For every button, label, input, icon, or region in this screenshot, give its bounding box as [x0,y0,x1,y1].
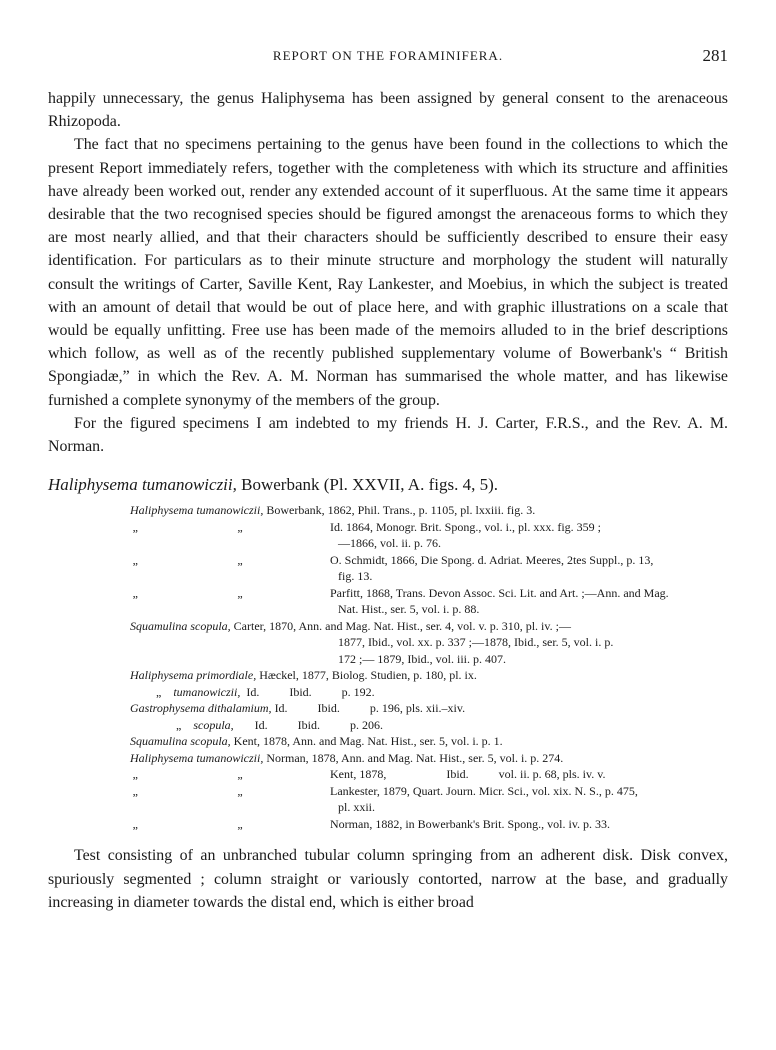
page-header [48,46,728,66]
synonymy-continuation: 1877, Ibid., vol. xx. p. 337 ;—1878, Ibid., ser. 5, vol. i. p. [338,635,614,650]
ditto-mark: „ [237,519,243,534]
ditto-mark: „ [132,783,138,798]
synonymy-entry [48,519,728,536]
citation: Norman, 1882, in Bowerbank's Brit. Spong., vol. iv. p. 33. [330,816,611,831]
citation: Norman, 1878, Ann. and Mag. Nat. Hist., ser. 5, vol. i. p. 274. [263,750,564,765]
ditto-mark: „ [237,552,243,567]
species-heading [48,473,728,496]
synonymy-entry [48,816,728,833]
synonymy-list [48,502,728,832]
taxon-name: Gastrophysema dithalamium, [130,701,272,716]
citation: O. Schmidt, 1866, Die Spong. d. Adriat. Meeres, 2tes Suppl., p. 13, [330,552,654,567]
citation: Hæckel, 1877, Biolog. Studien, p. 180, pl. ix. [256,668,477,683]
synonymy-entry [48,700,728,717]
synonymy-entry [48,717,728,734]
ditto-mark: „ [132,519,138,534]
taxon-name: Squamulina scopula, [130,734,231,749]
synonymy-entry [48,733,728,750]
species-authority: Bowerbank (Pl. XXVII, A. figs. 4, 5). [236,475,498,495]
citation: Id. Ibid. p. 206. [233,717,383,732]
paragraph: For the figured specimens I am indebted to my friends H. J. Carter, F.R.S., and the Rev. A. M. Norman. [48,414,728,456]
synonymy-entry [48,585,728,602]
description-paragraph: Test consisting of an unbranched tubular column springing from an adherent disk. Disk convex, spuriously segmented ; column straight or variously contorted, narrow at the base, and gradually increasing in diameter towards the distal end, which is either broad [48,847,728,911]
synonymy-continuation: fig. 13. [338,569,373,584]
citation: Carter, 1870, Ann. and Mag. Nat. Hist., ser. 4, vol. v. p. 310, pl. iv. ;— [230,618,571,633]
synonymy-entry [48,750,728,767]
running-head: REPORT ON THE FORAMINIFERA. [272,48,504,63]
synonymy-continuation: —1866, vol. ii. p. 76. [338,536,442,551]
citation: Id. Ibid. p. 196, pls. xii.–xiv. [271,701,466,716]
ditto-mark: „ [132,585,138,600]
synonymy-entry [48,667,728,684]
synonymy-entry [48,502,728,519]
taxon-name: tumanowiczii, [173,684,241,699]
synonymy-continuation: 172 ;— 1879, Ibid., vol. iii. p. 407. [338,651,506,666]
citation: Lankester, 1879, Quart. Journ. Micr. Sci., vol. xix. N. S., p. 475, [330,783,638,798]
taxon-name: Haliphysema tumanowiczii, [130,750,264,765]
ditto-mark: „ [176,717,182,732]
body-text [48,87,728,914]
synonymy-entry [48,783,728,800]
ditto-mark: „ [237,585,243,600]
synonymy-continuation: pl. xxii. [338,800,376,815]
synonymy-entry [48,618,728,635]
taxon-name: Squamulina scopula, [130,618,231,633]
citation: Bowerbank, 1862, Phil. Trans., p. 1105, pl. lxxiii. fig. 3. [263,503,536,518]
citation: Id. 1864, Monogr. Brit. Spong., vol. i., pl. xxx. fig. 359 ; [330,519,602,534]
ditto-mark: „ [132,552,138,567]
taxon-name: Haliphysema tumanowiczii, [130,503,264,518]
species-name: Haliphysema tumanowiczii, [48,475,237,495]
citation: Kent, 1878, Ibid. vol. ii. p. 68, pls. iv. v. [330,767,606,782]
synonymy-entry [48,552,728,569]
taxon-name: Haliphysema primordiale, [130,668,257,683]
synonymy-entry [48,766,728,783]
ditto-mark: „ [237,783,243,798]
taxon-name: scopula, [193,717,234,732]
ditto-mark: „ [156,684,162,699]
paragraph: happily unnecessary, the genus Haliphysema has been assigned by general consent to the arenaceous Rhizopoda. [48,90,728,131]
page-number: 281 [702,46,728,65]
citation: Id. Ibid. p. 192. [240,684,375,699]
citation: Parfitt, 1868, Trans. Devon Assoc. Sci. Lit. and Art. ;—Ann. and Mag. [330,585,669,600]
paragraph: The fact that no specimens pertaining to the genus have been found in the collections to which the present Report immediately refers, together with the completeness with which its structure and affinities have already been worked out, render any extended account of it superfluous. At the same time it appears desirable that the two recognised species should be figured amongst the arenaceous forms to which they are most nearly allied, and that their characters should be sufficiently described to ensure their easy identification. For particulars as to their minute structure and morphology the student will naturally consult the writings of Carter, Saville Kent, Ray Lankester, and Moebius, in which the subject is treated with an amount of detail that would be out of place here, and with graphic illustrations on a scale that would be equally unfitting. Free use has been made of the memoirs alluded to in the brief descriptions which follow, as well as of the recently published supplementary volume of Bowerbank's “ British Spongiadæ,” in which the Rev. A. M. Norman has summarised the whole matter, and has likewise furnished a complete synonymy of the members of the group. [48,136,728,409]
synonymy-entry [48,684,728,701]
ditto-mark: „ [132,816,138,831]
ditto-mark: „ [132,767,138,782]
synonymy-continuation: Nat. Hist., ser. 5, vol. i. p. 88. [338,602,480,617]
citation: Kent, 1878, Ann. and Mag. Nat. Hist., ser. 5, vol. i. p. 1. [230,734,503,749]
ditto-mark: „ [237,816,243,831]
ditto-mark: „ [237,767,243,782]
